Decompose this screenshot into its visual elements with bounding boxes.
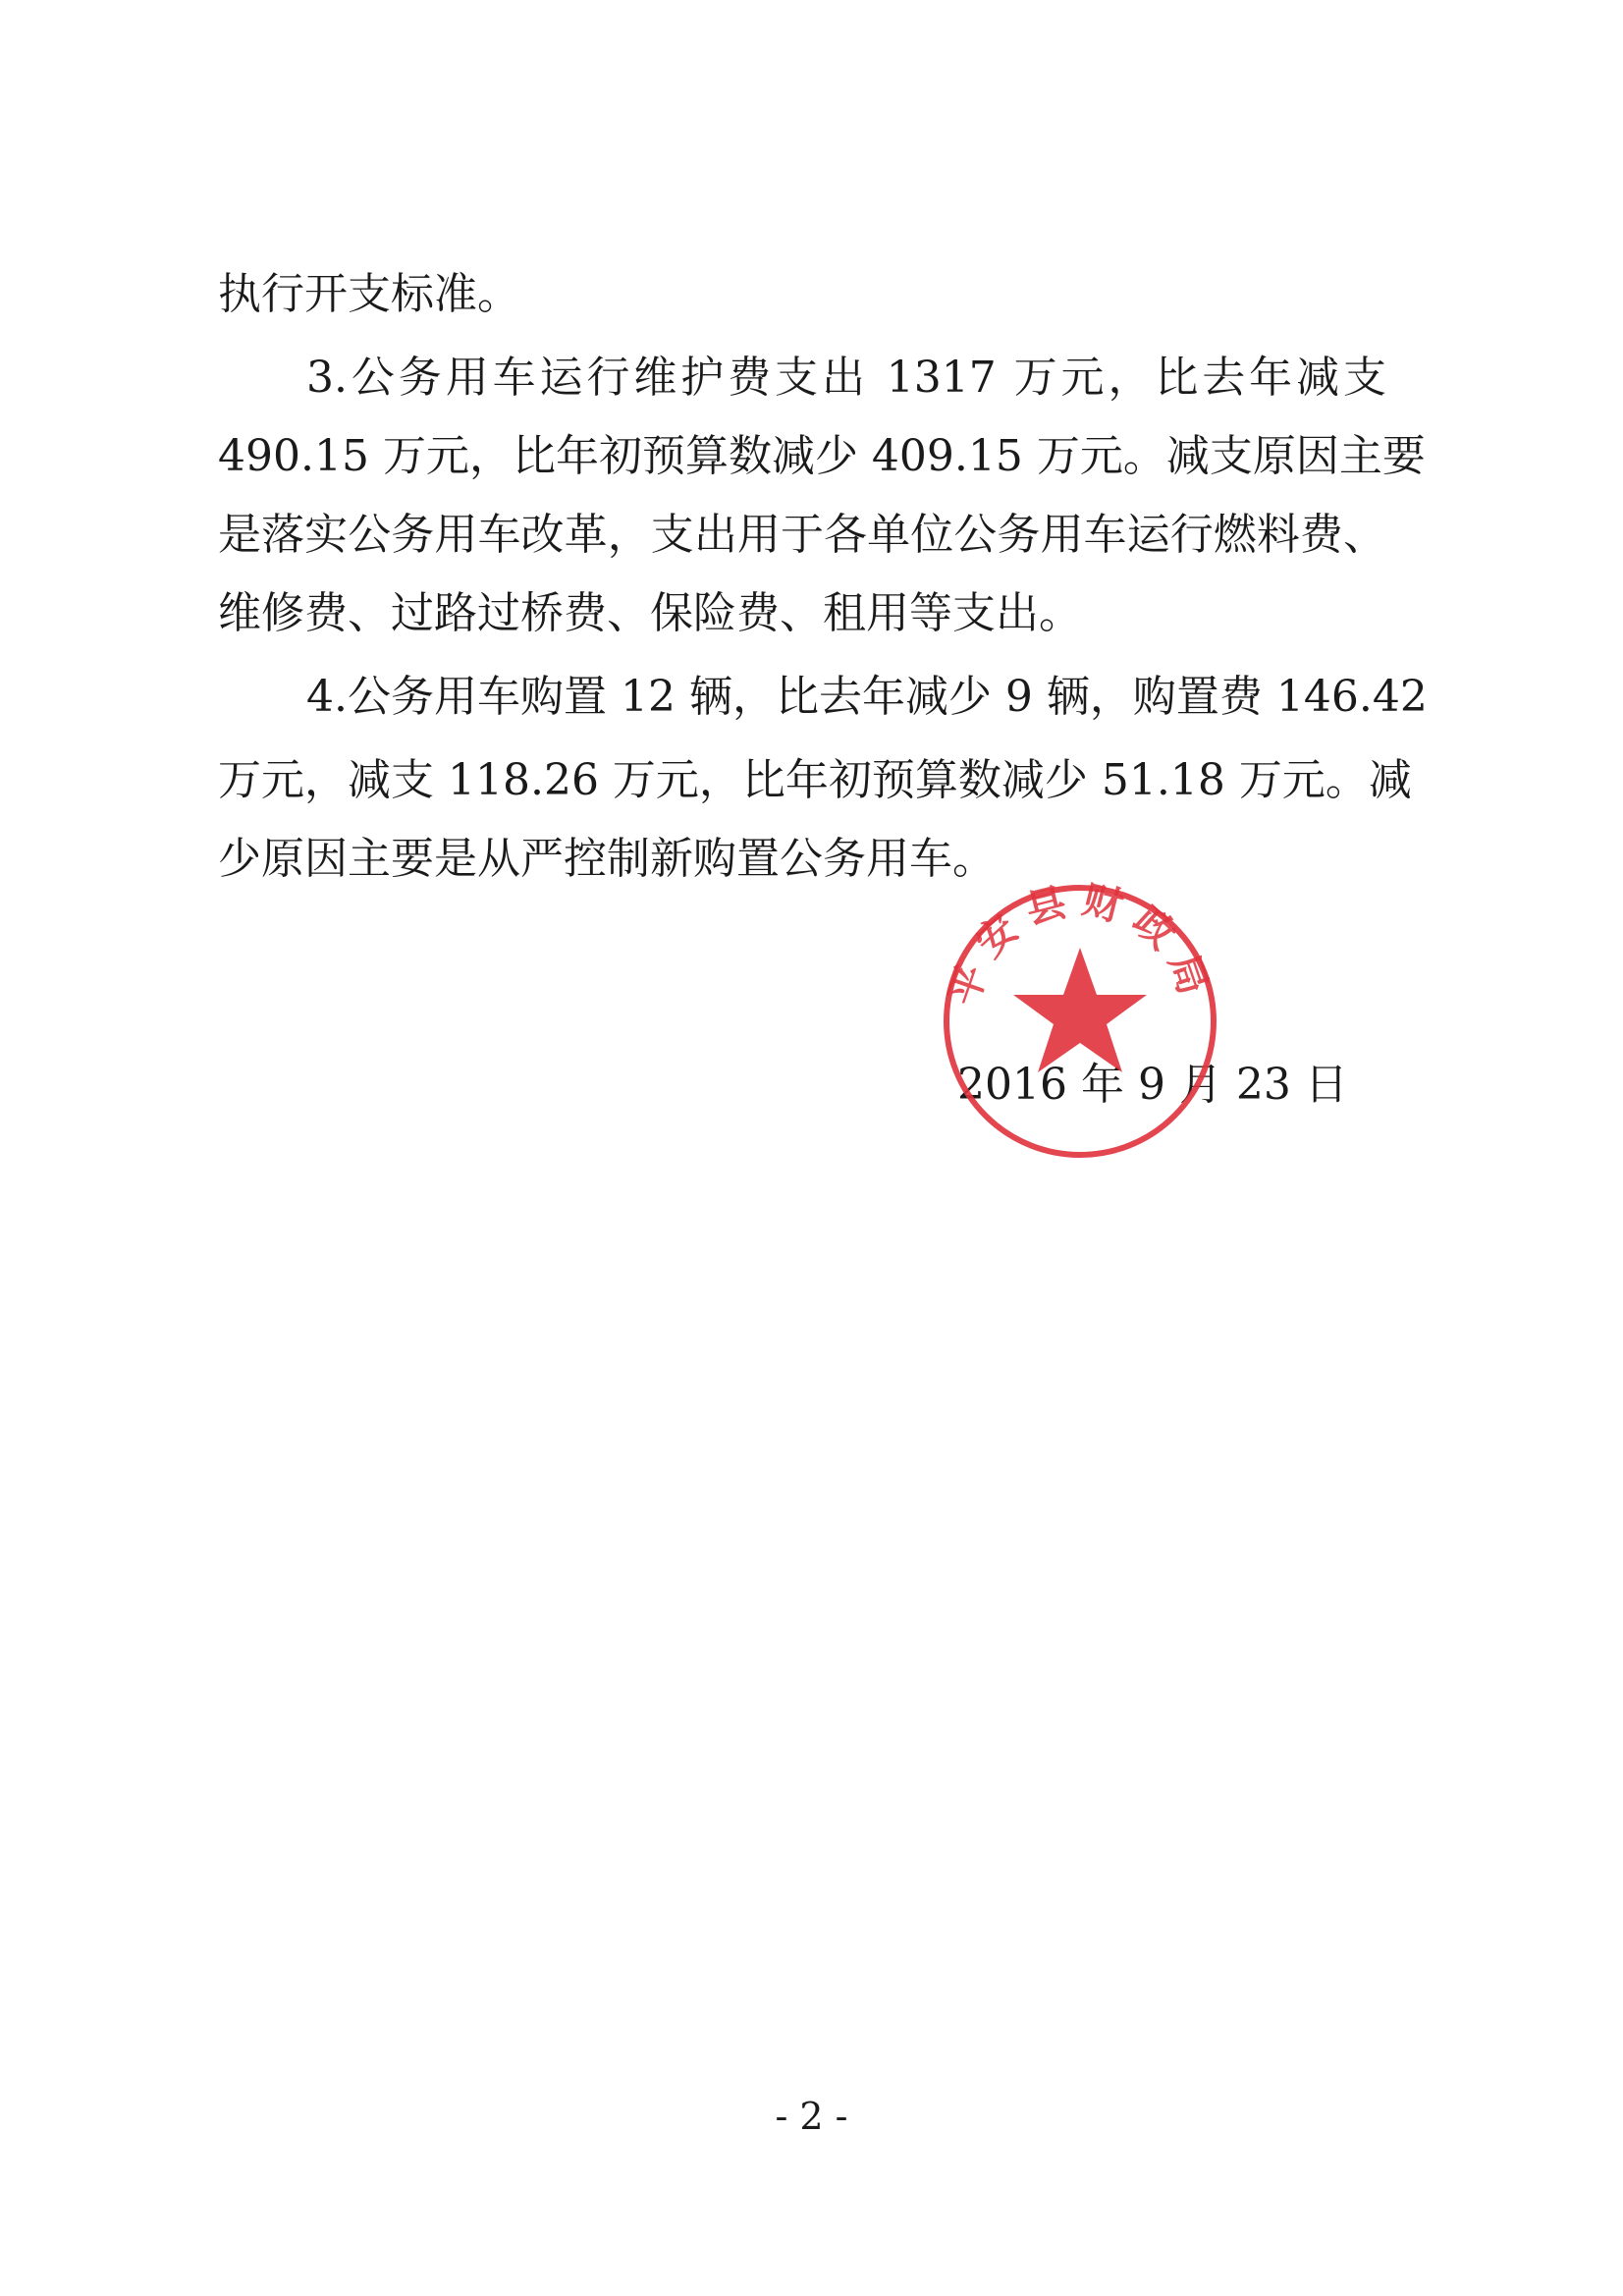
body-line-4: 是落实公务用车改革，支出用于各单位公务用车运行燃料费、 [218, 510, 1386, 560]
seal-text: 平安县财政局 [940, 879, 1220, 1011]
seal-star-icon [1013, 948, 1147, 1072]
body-line-3: 490.15 万元，比年初预算数减少 409.15 万元。减支原因主要 [218, 431, 1426, 481]
body-line-8: 少原因主要是从严控制新购置公务用车。 [218, 834, 996, 884]
body-line-6: 4.公务用车购置 12 辆，比去年减少 9 辆，购置费 146.42 [306, 672, 1428, 722]
body-line-1: 执行开支标准。 [218, 269, 520, 319]
official-seal [938, 879, 1222, 1164]
signature-date: 2016 年 9 月 23 日 [957, 1060, 1348, 1110]
page-number: - 2 - [775, 2095, 848, 2138]
body-line-7: 万元，减支 118.26 万元，比年初预算数减少 51.18 万元。减 [218, 755, 1412, 805]
body-line-2: 3.公务用车运行维护费支出 1317 万元，比去年减支 [306, 353, 1386, 403]
body-line-5: 维修费、过路过桥费、保险费、租用等支出。 [218, 588, 1082, 638]
